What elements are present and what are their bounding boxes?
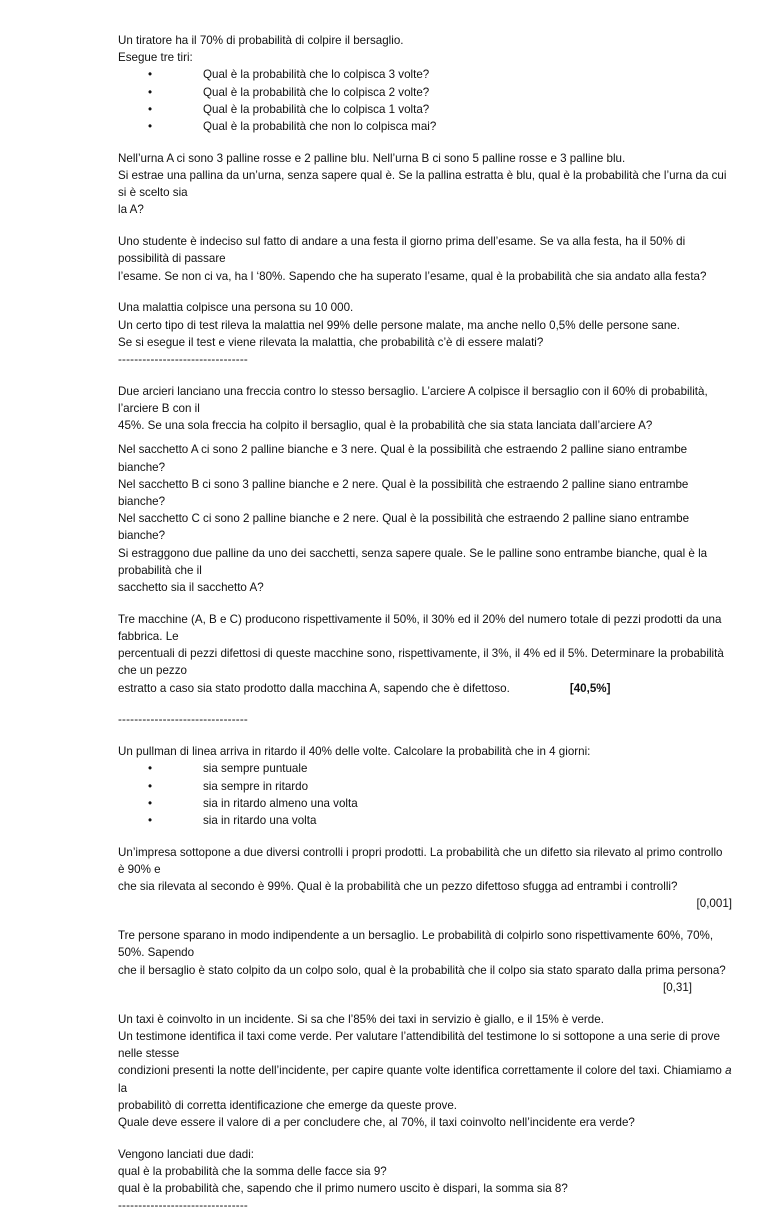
- problem-6-line-2: Nel sacchetto B ci sono 3 palline bianche e 2 nere. Qual è la possibilità che estraendo 2 palline siano entrambe bianche?: [118, 477, 689, 509]
- separator: --------------------------------: [118, 713, 248, 727]
- problem-2-line-1: Nell’urna A ci sono 3 palline rosse e 2 palline blu. Nell’urna B ci sono 5 palline rosse e 3 palline blu.: [118, 151, 626, 165]
- problem-2-line-2: Si estrae una pallina da un’urna, senza sapere qual è. Se la pallina estratta è blu, qual è la probabilità che l’urna da cui si è scelto sia: [118, 169, 727, 200]
- bullet-icon: •: [147, 102, 153, 116]
- problem-9-line-1: Un’impresa sottopone a due diversi controlli i propri prodotti. La probabilità che un difetto sia rilevato al primo controllo è 90% e: [118, 845, 723, 877]
- bullet-icon: •: [147, 814, 153, 828]
- bullet-icon: •: [147, 762, 153, 776]
- list-item: • Qual è la probabilità che non lo colpisca mai?: [203, 118, 732, 135]
- problem-3-line-1: Uno studente è indeciso sul fatto di andare a una festa il giorno prima dell’esame. Se va alla festa, ha il 50% di possibilità di passare: [118, 235, 686, 266]
- problem-1-intro-2: Esegue tre tiri:: [118, 51, 193, 65]
- problem-11-line-4: probabilitò di corretta identificazione che emerge da queste prove.: [118, 1098, 457, 1112]
- list-item: • Qual è la probabilità che lo colpisca 3 volte?: [203, 66, 732, 83]
- problem-12-line-2: qual è la probabilità che la somma delle facce sia 9?: [118, 1164, 387, 1178]
- problem-12-line-3: qual è la probabilità che, sapendo che il primo numero uscito è dispari, la somma sia 8?: [118, 1182, 568, 1196]
- bullet-icon: •: [147, 120, 153, 134]
- problem-8-intro: Un pullman di linea arriva in ritardo il 40% delle volte. Calcolare la probabilità che in 4 giorni:: [118, 745, 591, 759]
- problem-6-line-5: sacchetto sia il sacchetto A?: [118, 581, 264, 595]
- problem-11-line-2: Un testimone identifica il taxi come verde. Per valutare l’attendibilità del testimone lo si sottopone a una serie di prove nelle stesse: [118, 1029, 720, 1061]
- list-item: • sia sempre in ritardo: [203, 778, 732, 795]
- document-page: [118, 32, 732, 1215]
- separator: --------------------------------: [118, 353, 248, 367]
- problem-8-bullet-list: [147, 760, 732, 829]
- bullet-icon: •: [147, 779, 153, 793]
- problem-7-answer: [40,5%]: [569, 681, 611, 695]
- problem-6-line-3: Nel sacchetto C ci sono 2 palline bianche e 2 nere. Qual è la possibilità che estraendo 2 palline siano entrambe bianche?: [118, 512, 690, 543]
- problem-11-line-3: condizioni presenti la notte dell’incidente, per capire quante volte identifica correttamente il colore del taxi. Chiamiamo a la: [118, 1064, 732, 1095]
- variable-a: a: [725, 1064, 732, 1078]
- bullet-icon: •: [147, 796, 153, 810]
- problem-6-line-4: Si estraggono due palline da uno dei sacchetti, senza sapere quale. Se le palline sono entrambe bianche, qual è la probabilità che il: [118, 546, 708, 577]
- bullet-icon: •: [147, 85, 153, 99]
- problem-4-line-2: Un certo tipo di test rileva la malattia nel 99% delle persone malate, ma anche nello 0,5% delle persone sane.: [118, 318, 680, 332]
- problem-7-line-1: Tre macchine (A, B e C) producono rispettivamente il 50%, il 30% ed il 20% del numero totale di pezzi prodotti da una fabbrica. Le: [118, 612, 722, 644]
- problem-11-line-5: Quale deve essere il valore di a per concludere che, al 70%, il taxi coinvolto nell’incidente era verde?: [118, 1115, 635, 1129]
- problem-7-line-3: estratto a caso sia stato prodotto dalla macchina A, sapendo che è difettoso. [40,5%]: [118, 681, 611, 695]
- variable-a: a: [273, 1115, 281, 1129]
- problem-2-line-3: la A?: [118, 203, 144, 217]
- problem-5-line-1: Due arcieri lanciano una freccia contro lo stesso bersaglio. L’arciere A colpisce il bersaglio con il 60% di probabilità, l’arciere B con il: [118, 384, 708, 416]
- bullet-icon: •: [147, 68, 153, 82]
- problem-6-line-1: Nel sacchetto A ci sono 2 palline bianche e 3 nere. Qual è la possibilità che estraendo 2 palline siano entrambe bianche?: [118, 443, 688, 474]
- problem-1-intro-1: Un tiratore ha il 70% di probabilità di colpire il bersaglio.: [118, 34, 404, 47]
- list-item: • Qual è la probabilità che lo colpisca 1 volta?: [203, 101, 732, 118]
- list-item: • sia in ritardo almeno una volta: [203, 795, 732, 812]
- problem-10-line-2: che il bersaglio è stato colpito da un colpo solo, qual è la probabilità che il colpo sia stato sparato dalla prima persona?: [118, 963, 726, 977]
- problem-9-answer: [0,001]: [696, 897, 732, 911]
- problem-7-line-2: percentuali di pezzi difettosi di queste macchine sono, rispettivamente, il 3%, il 4% ed il 5%. Determinare la probabilità che un pezzo: [118, 647, 724, 678]
- separator: --------------------------------: [118, 1199, 248, 1213]
- problem-4-line-3: Se si esegue il test e viene rilevata la malattia, che probabilità c’è di essere malati?: [118, 335, 544, 349]
- problem-9-line-2: che sia rilevata al secondo è 99%. Qual è la probabilità che un pezzo difettoso sfugga ad entrambi i controlli?: [118, 880, 678, 894]
- list-item: • sia sempre puntuale: [203, 760, 732, 777]
- problem-10-line-1: Tre persone sparano in modo indipendente a un bersaglio. Le probabilità di colpirlo sono rispettivamente 60%, 70%, 50%. Sapendo: [118, 929, 714, 960]
- problem-3-line-2: l’esame. Se non ci va, ha l ‘80%. Sapendo che ha superato l’esame, qual è la probabilità che sia andato alla festa?: [118, 269, 707, 283]
- list-item: • sia in ritardo una volta: [203, 812, 732, 829]
- problem-12-line-1: Vengono lanciati due dadi:: [118, 1147, 255, 1161]
- problem-10-answer: [0,31]: [662, 980, 692, 994]
- problem-1-bullet-list: [147, 66, 732, 135]
- problem-5-line-2: 45%. Se una sola freccia ha colpito il bersaglio, qual è la probabilità che sia stata lanciata dall’arciere A?: [118, 419, 653, 433]
- problem-4-line-1: Una malattia colpisce una persona su 10 000.: [118, 301, 354, 315]
- list-item: • Qual è la probabilità che lo colpisca 2 volte?: [203, 84, 732, 101]
- problem-11-line-1: Un taxi è coinvolto in un incidente. Si sa che l’85% dei taxi in servizio è giallo, e il 15% è verde.: [118, 1012, 604, 1026]
